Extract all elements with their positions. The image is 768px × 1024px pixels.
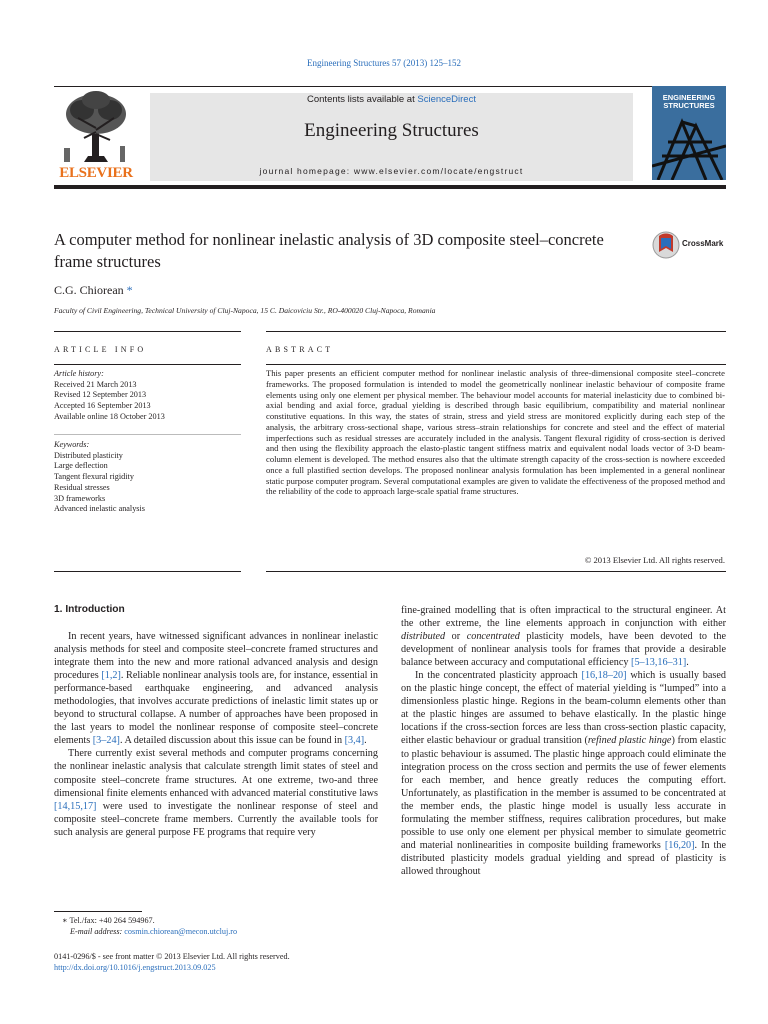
keyword-item: Large deflection (54, 461, 108, 471)
abstract-heading: ABSTRACT (266, 345, 334, 354)
rule (266, 571, 726, 572)
history-item: Received 21 March 2013 (54, 379, 137, 389)
copyright-notice: © 2013 Elsevier Ltd. All rights reserved. (584, 555, 725, 565)
body-column-left (54, 630, 378, 839)
footnote-tel: ∗ Tel./fax: +40 264 594967. (62, 916, 155, 925)
paper-title: A computer method for nonlinear inelastic analysis of 3D composite steel–concrete frame structures (54, 230, 604, 271)
article-history (54, 369, 241, 423)
footnote-email: E-mail address: cosmin.chiorean@mecon.utcluj.ro (70, 927, 238, 936)
rule (266, 364, 726, 365)
abstract-text: This paper presents an efficient computer method for nonlinear inelastic analysis of three-dimensional composite steel–concrete frameworks. The proposed formulation is intended to model the geometrically nonlinear inelastic behaviour of composite frame elements using only one element per physical member. The behaviour model accounts for material inelasticity due to combined bi-axial bending and axial force, gradual yielding is described through basic equilibrium, compatibility and material nonlinear constitutive equations. In this way, the states of strain, stress and yield stress are monitored explicitly during each step of the analysis, the arbitrary cross-sectional shape, various stress–strain relationships for concrete and steel and the effect of material imperfections such as residual stresses are accurately included in the analysis. Tangent flexural rigidity of cross-section is derived and then using the flexibility approach the elasto-plastic tangent stiffness matrix and equivalent nodal loads vector of 3-D beam-column element is developed. The method ensures also that the ultimate strength capacity of the cross-section is nowhere exceeded once a full plastified section develops. The proposed nonlinear analysis formulation has been implemented in a general nonlinear static purpose computer program. Several computational examples are given to validate the effectiveness of the proposed method and the reliability of the code to approach large-scale spatial frame structures. (266, 368, 725, 497)
keyword-item: 3D frameworks (54, 493, 106, 503)
history-item: Available online 18 October 2013 (54, 411, 165, 421)
rule (54, 434, 241, 435)
sciencedirect-link[interactable]: ScienceDirect (417, 94, 476, 105)
email-link[interactable]: cosmin.chiorean@mecon.utcluj.ro (124, 927, 238, 936)
citation-link[interactable]: [5–13,16–31] (631, 657, 687, 669)
citation-link[interactable]: [16,18–20] (581, 670, 627, 682)
author-name: C.G. Chiorean * (54, 283, 133, 297)
rule (54, 331, 241, 332)
top-rule (54, 86, 726, 87)
footnote-rule (54, 911, 142, 912)
keyword-item: Tangent flexural rigidity (54, 472, 134, 482)
journal-cover-image (652, 86, 726, 180)
history-label: Article history: (54, 369, 104, 378)
history-item: Accepted 16 September 2013 (54, 401, 151, 411)
header-thick-rule (54, 185, 726, 189)
contents-line: Contents lists available at ScienceDirect (307, 94, 476, 105)
citation-link[interactable]: [3–24] (92, 735, 120, 747)
author-footnote-mark[interactable]: * (126, 283, 133, 297)
paragraph: In recent years, have witnessed significant advances in nonlinear inelastic analysis methods for steel and composite steel–concrete framed structures and integrate them into the new and more rational advanced analysis and design procedures [1,2]. Reliable nonlinear analysis tools are, for instance, essential in performance-based earthquake engineering, and advanced analysis methodologies, that involves accurate predictions of inelastic limit states up or beyond to structural collapse. A number of approaches have been proposed in the last years to model the nonlinear response of composite steel–concrete elements [3–24]. A detailed discussion about this issue can be found in [3,4]. (54, 631, 378, 747)
rule (54, 364, 241, 365)
keywords (54, 440, 241, 515)
author-affiliation: Faculty of Civil Engineering, Technical University of Cluj-Napoca, 15 C. Daicoviciu Str., RO-400020 Cluj-Napoca, Romania (54, 306, 436, 315)
issn-block (54, 951, 454, 973)
keyword-item: Residual stresses (54, 482, 110, 492)
doi-link[interactable]: http://dx.doi.org/10.1016/j.engstruct.2013.09.025 (54, 963, 216, 972)
journal-homepage[interactable]: journal homepage: www.elsevier.com/locate/engstruct (259, 166, 524, 176)
crossmark-label[interactable]: CrossMark (682, 239, 724, 248)
journal-reference-link[interactable]: Engineering Structures 57 (2013) 125–152 (307, 58, 461, 68)
issn-line: 0141-0296/$ - see front matter © 2013 Elsevier Ltd. All rights reserved. (54, 952, 290, 961)
article-info-heading: ARTICLE INFO (54, 345, 147, 354)
citation-link[interactable]: [3,4] (344, 735, 365, 747)
paragraph: fine-grained modelling that is often impractical to the structural engineer. At the other extreme, the line elements approach in conjunction with either distributed or concentrated plasticity models, have been devoted to the development of nonlinear analysis tools for frames that provide a desirable balance between accuracy and computational efficiency [5–13,16–31]. (401, 605, 726, 669)
citation-link[interactable]: [14,15,17] (54, 800, 97, 812)
section-heading-introduction: 1. Introduction (54, 604, 125, 615)
keyword-item: Advanced inelastic analysis (54, 504, 145, 514)
history-item: Revised 12 September 2013 (54, 390, 147, 400)
elsevier-wordmark: ELSEVIER (59, 165, 133, 181)
paragraph: In the concentrated plasticity approach [16,18–20] which is usually based on the plastic hinge concept, the effect of material yielding is “lumped” into a dimensionless plastic hinge. Regions in the beam-column elements other than at the plastic hinges are assumed to behave elastically. In the plastic hinge locations if the cross-section forces are less than cross-section plastic capacity, either elastic behaviour or gradual transition (refined plastic hinge) from elastic to plastic behaviour is assumed. The plastic hinge approach could eliminate the integration process on the cross section and permits the use of fewer elements for each member, and hence greatly reduces the computing effort. Unfortunately, as plastification in the member is assumed to be concentrated at the member ends, the plastic hinge model is usually less accurate in formulating the member stiffness, requires calibration procedures, but make possible to use only one element per physical member to simulate geometric and material nonlinearities in composite building frameworks [16,20]. In the distributed plasticity models gradual yielding and spread of plasticity is allowed throughout (401, 670, 726, 877)
paragraph: There currently exist several methods and computer programs concerning the nonlinear inelastic analysis that calculate strength limit states of steel and composite steel–concrete frame structures. At one extreme, two-and three dimensional finite elements enhanced with advanced material constitutive laws [14,15,17] were used to investigate the nonlinear response of steel and composite steel–concrete frame members. Currently the available tools for such analysis are general purpose FE programs that require very (54, 748, 378, 838)
rule (266, 331, 726, 332)
citation-link[interactable]: [1,2] (101, 670, 121, 682)
keywords-label: Keywords: (54, 440, 90, 449)
keyword-item: Distributed plasticity (54, 450, 123, 460)
citation-link[interactable]: [16,20] (664, 839, 695, 851)
author-footnote (54, 915, 384, 937)
cover-title: ENGINEERING STRUCTURES (662, 93, 716, 110)
body-column-right (401, 604, 726, 878)
rule (54, 571, 241, 572)
journal-title: Engineering Structures (304, 120, 479, 141)
